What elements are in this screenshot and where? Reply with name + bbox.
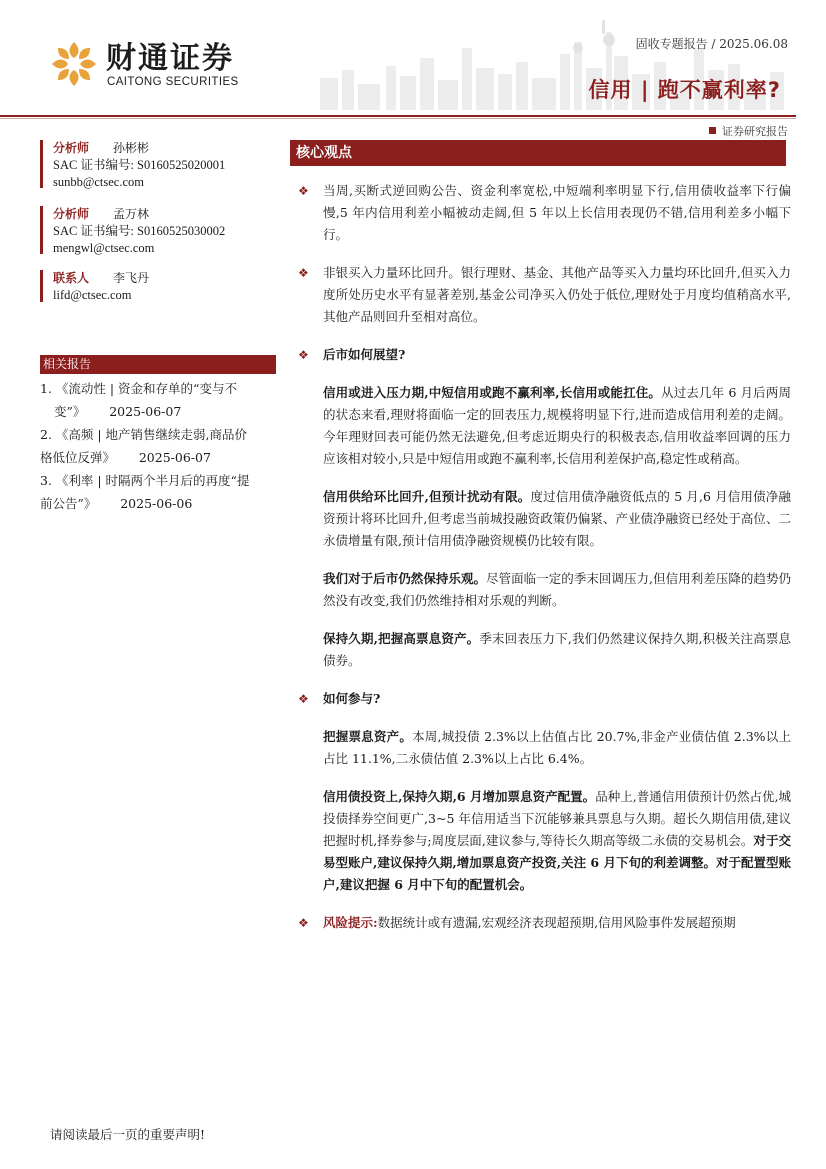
contact-role: 联系人 (53, 271, 90, 285)
analyst-bar (40, 206, 43, 254)
logo-chinese-name: 财通证券 (106, 41, 234, 76)
core-views-heading: 核心观点 (290, 140, 786, 166)
related-reports-heading: 相关报告 (40, 355, 276, 374)
outlook-paragraph-2: 信用供给环比回升,但预计扰动有限。度过信用债净融资低点的 5 月,6 月信用债净融资预计将环比回升,但考虑当前城投融资政策仍偏紧、产业债净融资已经处于高位、二永债增量有限,预计信用债净融资规模仍比较有限。 (323, 489, 791, 548)
disclaimer-footer: 请阅读最后一页的重要声明! (50, 1127, 206, 1142)
analyst-role: 分析师 (53, 207, 90, 221)
outlook-paragraph-1: 信用或进入压力期,中短信用或跑不赢利率,长信用或能扛住。从过去几年 6 月后两周的状态来看,理财将面临一定的回表压力,规模将明显下行,进而造成信用利差的走阔。今年理财回表可能仍然无法避免,但考虑近期央行的积极表态,信用收益率回调的压力应该相对较小,只是中短信用或跑不赢利率,长信用利差保护高,稳定性或稍高。 (323, 385, 791, 466)
diamond-bullet-icon: ❖ (298, 916, 309, 930)
outlook-heading: ❖ 后市如何展望? (293, 344, 791, 366)
report-title: 信用 | 跑不赢利率? (588, 78, 781, 102)
related-report-item[interactable]: 1. 《流动性 | 资金和存单的“变与不 变”》 2025-06-07 (40, 381, 237, 419)
header-divider (0, 115, 796, 117)
diamond-bullet-icon: ❖ (298, 348, 309, 362)
bullet-paragraph: ❖ 非银买入力量环比回升。银行理财、基金、其他产品等买入力量均环比回升,但买入力度所处历史水平有显著差别,基金公司净买入仍处于低位,理财处于月度均值稍高水平,其他产品则回升至相对高位。 (293, 262, 791, 328)
analyst-card-1 (40, 140, 276, 188)
analyst-email[interactable]: mengwl@ctsec.com (53, 241, 155, 255)
outlook-paragraph-3: 我们对于后市仍然保持乐观。尽管面临一定的季末回调压力,但信用利差压降的趋势仍然没有改变,我们仍然维持相对乐观的判断。 (323, 571, 791, 608)
report-type-date: 固收专题报告 / 2025.06.08 (635, 37, 788, 51)
analyst-bar (40, 270, 43, 302)
analyst-bar (40, 140, 43, 188)
related-reports-list (40, 377, 280, 515)
core-views-content (293, 180, 791, 950)
analyst-email[interactable]: sunbb@ctsec.com (53, 175, 145, 189)
analyst-sac: SAC 证书编号: S0160525030002 (53, 224, 226, 238)
contact-name: 李飞丹 (113, 271, 150, 285)
square-bullet-icon (709, 127, 716, 134)
analyst-name: 孟万林 (113, 207, 150, 221)
analyst-sac: SAC 证书编号: S0160525020001 (53, 158, 226, 172)
related-report-item[interactable]: 3. 《利率 | 时隔两个半月后的再度“提 前公告”》 2025-06-06 (40, 473, 250, 511)
analyst-name: 孙彬彬 (113, 141, 150, 155)
how-to-participate-heading: ❖ 如何参与? (293, 688, 791, 710)
header-divider-thin (0, 118, 796, 119)
caitong-logo-icon (50, 40, 98, 88)
analyst-role: 分析师 (53, 141, 90, 155)
company-logo (50, 40, 250, 92)
risk-warning: ❖ 风险提示:数据统计或有遗漏,宏观经济表现超预期,信用风险事件发展超预期 (293, 912, 791, 934)
contact-card (40, 270, 276, 302)
bullet-paragraph: ❖ 当周,买断式逆回购公告、资金利率宽松,中短端利率明显下行,信用债收益率下行偏慢,5 年内信用利差小幅被动走阔,但 5 年以上长信用表现仍不错,信用利差多小幅下行。 (293, 180, 791, 246)
diamond-bullet-icon: ❖ (298, 692, 309, 706)
logo-english-name: CAITONG SECURITIES (107, 76, 239, 88)
contact-email[interactable]: lifd@ctsec.com (53, 288, 132, 302)
participate-paragraph-1: 把握票息资产。本周,城投债 2.3%以上估值占比 20.7%,非金产业债估值 2.3%以上占比 11.1%,二永债估值 2.3%以上占比 6.4%。 (323, 729, 791, 766)
research-report-label: 证券研究报告 (709, 123, 788, 139)
diamond-bullet-icon: ❖ (298, 266, 309, 280)
analyst-card-2 (40, 206, 276, 254)
outlook-paragraph-4: 保持久期,把握高票息资产。季末回表压力下,我们仍然建议保持久期,积极关注高票息债券。 (323, 631, 792, 668)
related-report-item[interactable]: 2. 《高频 | 地产销售继续走弱,商品价 格低位反弹》 2025-06-07 (40, 427, 248, 465)
participate-paragraph-2: 信用债投资上,保持久期,6 月增加票息资产配置。品种上,普通信用债预计仍然占优,城投债择券空间更广,3~5 年信用适当下沉能够兼具票息与久期。超长久期信用债,建议把握时机,择券参与;周度层面,建议参与,等待长久期高等级二永债的交易机会。对于交易型账户,建议保持久期,增加票息资产投资,关注 6 月下旬的利差调整。对于配置型账户,建议把握 6 月中下旬的配置机会。 (323, 789, 791, 892)
diamond-bullet-icon: ❖ (298, 184, 309, 198)
report-header (0, 0, 826, 120)
